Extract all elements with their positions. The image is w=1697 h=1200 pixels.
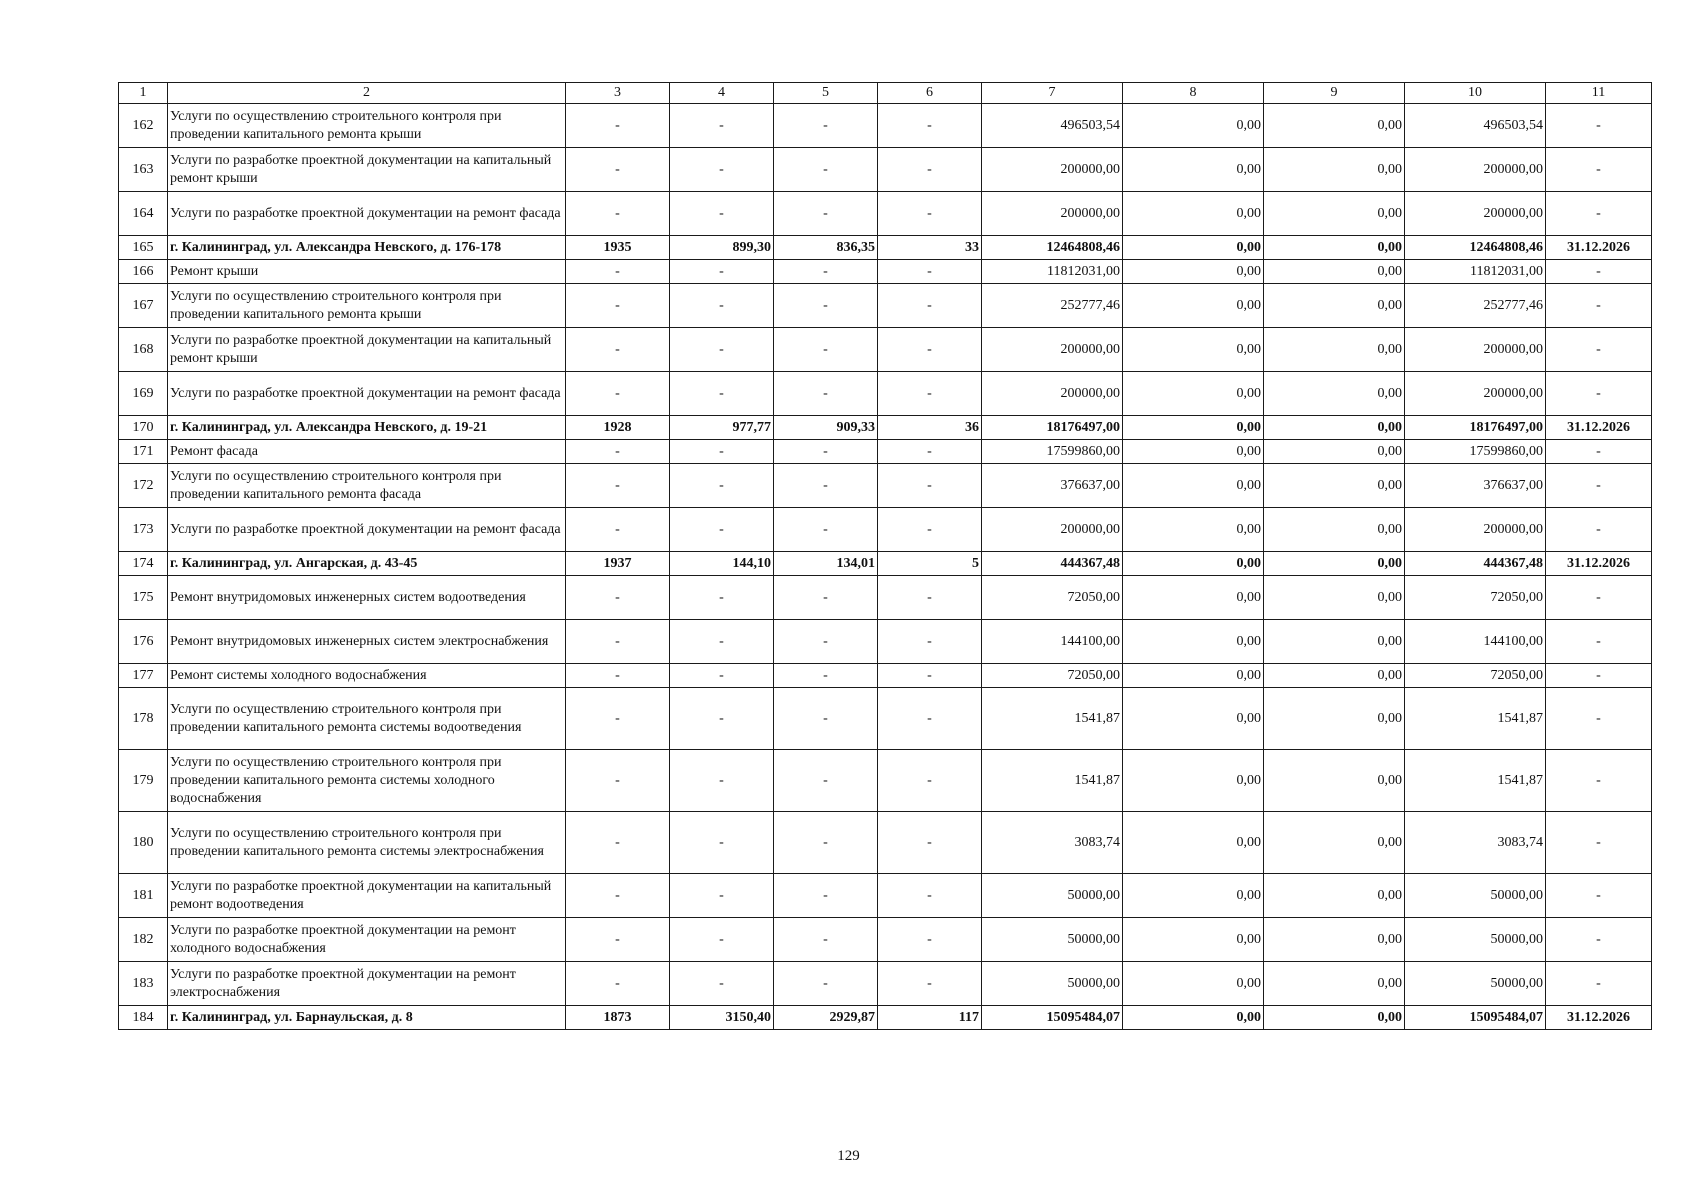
cell-col-11: -	[1546, 508, 1652, 552]
row-number-cell: 183	[119, 962, 168, 1006]
cell-col-11: -	[1546, 284, 1652, 328]
cell-col-6: -	[878, 260, 982, 284]
column-number-header	[119, 83, 1652, 104]
cell-col-11: 31.12.2026	[1546, 236, 1652, 260]
cell-col-5: -	[774, 372, 878, 416]
cell-col-9: 0,00	[1264, 1006, 1405, 1030]
cell-col-4: -	[670, 918, 774, 962]
cell-col-7: 376637,00	[982, 464, 1123, 508]
row-number-cell: 164	[119, 192, 168, 236]
work-item-row	[119, 664, 1652, 688]
cell-col-10: 18176497,00	[1405, 416, 1546, 440]
row-number-cell: 175	[119, 576, 168, 620]
cell-col-10: 1541,87	[1405, 750, 1546, 812]
work-name-cell: Услуги по разработке проектной документации на капитальный ремонт крыши	[168, 148, 566, 192]
work-name-cell: Услуги по разработке проектной документации на капитальный ремонт крыши	[168, 328, 566, 372]
cell-col-3: -	[566, 874, 670, 918]
cell-col-10: 50000,00	[1405, 918, 1546, 962]
row-number-cell: 178	[119, 688, 168, 750]
cell-col-7: 496503,54	[982, 104, 1123, 148]
cell-col-5: -	[774, 688, 878, 750]
cell-col-11: -	[1546, 576, 1652, 620]
cell-col-9: 0,00	[1264, 416, 1405, 440]
cell-col-5: 909,33	[774, 416, 878, 440]
row-number-cell: 181	[119, 874, 168, 918]
work-item-row	[119, 508, 1652, 552]
cell-col-7: 200000,00	[982, 328, 1123, 372]
cell-col-4: -	[670, 284, 774, 328]
cell-col-8: 0,00	[1123, 440, 1264, 464]
cell-col-10: 200000,00	[1405, 148, 1546, 192]
cell-col-6: -	[878, 812, 982, 874]
cell-col-11: -	[1546, 328, 1652, 372]
cell-col-8: 0,00	[1123, 104, 1264, 148]
cell-col-6: -	[878, 104, 982, 148]
work-name-cell: Услуги по осуществлению строительного контроля при проведении капитального ремонта системы холодного водоснабжения	[168, 750, 566, 812]
cell-col-8: 0,00	[1123, 192, 1264, 236]
cell-col-3: -	[566, 688, 670, 750]
cell-col-7: 50000,00	[982, 918, 1123, 962]
work-name-cell: Ремонт системы холодного водоснабжения	[168, 664, 566, 688]
cell-col-3: 1937	[566, 552, 670, 576]
work-name-cell: Услуги по осуществлению строительного контроля при проведении капитального ремонта крыши	[168, 104, 566, 148]
cell-col-5: -	[774, 620, 878, 664]
work-item-row	[119, 464, 1652, 508]
cell-col-11: -	[1546, 464, 1652, 508]
cell-col-11: -	[1546, 440, 1652, 464]
cell-col-5: -	[774, 874, 878, 918]
cell-col-5: -	[774, 812, 878, 874]
cell-col-9: 0,00	[1264, 918, 1405, 962]
cell-col-7: 144100,00	[982, 620, 1123, 664]
cell-col-5: -	[774, 192, 878, 236]
cell-col-9: 0,00	[1264, 328, 1405, 372]
work-name-cell: г. Калининград, ул. Ангарская, д. 43-45	[168, 552, 566, 576]
cell-col-6: -	[878, 192, 982, 236]
work-item-row	[119, 260, 1652, 284]
cell-col-6: -	[878, 874, 982, 918]
work-item-row	[119, 372, 1652, 416]
cell-col-6: -	[878, 688, 982, 750]
work-name-cell: Услуги по разработке проектной документации на ремонт фасада	[168, 192, 566, 236]
cell-col-3: -	[566, 620, 670, 664]
cell-col-9: 0,00	[1264, 236, 1405, 260]
cell-col-4: -	[670, 874, 774, 918]
cell-col-6: -	[878, 620, 982, 664]
row-number-cell: 179	[119, 750, 168, 812]
cell-col-4: -	[670, 260, 774, 284]
cell-col-9: 0,00	[1264, 750, 1405, 812]
cell-col-6: 5	[878, 552, 982, 576]
cell-col-5: 134,01	[774, 552, 878, 576]
work-item-row	[119, 620, 1652, 664]
cell-col-3: -	[566, 508, 670, 552]
cell-col-3: -	[566, 372, 670, 416]
cell-col-5: -	[774, 440, 878, 464]
cell-col-10: 72050,00	[1405, 576, 1546, 620]
cell-col-7: 200000,00	[982, 148, 1123, 192]
cell-col-7: 444367,48	[982, 552, 1123, 576]
cell-col-4: -	[670, 328, 774, 372]
cell-col-9: 0,00	[1264, 664, 1405, 688]
cell-col-11: -	[1546, 372, 1652, 416]
cell-col-10: 17599860,00	[1405, 440, 1546, 464]
cell-col-10: 15095484,07	[1405, 1006, 1546, 1030]
cell-col-10: 376637,00	[1405, 464, 1546, 508]
cell-col-9: 0,00	[1264, 464, 1405, 508]
cell-col-3: -	[566, 328, 670, 372]
cell-col-9: 0,00	[1264, 192, 1405, 236]
cell-col-5: -	[774, 508, 878, 552]
work-item-row	[119, 192, 1652, 236]
row-number-cell: 171	[119, 440, 168, 464]
cell-col-11: 31.12.2026	[1546, 416, 1652, 440]
cell-col-3: -	[566, 812, 670, 874]
cell-col-4: -	[670, 664, 774, 688]
cell-col-7: 200000,00	[982, 372, 1123, 416]
row-number-cell: 170	[119, 416, 168, 440]
cell-col-6: -	[878, 148, 982, 192]
page-number: 129	[837, 1148, 860, 1164]
work-name-cell: Ремонт крыши	[168, 260, 566, 284]
cell-col-3: -	[566, 104, 670, 148]
work-item-row	[119, 688, 1652, 750]
work-item-row	[119, 104, 1652, 148]
cell-col-9: 0,00	[1264, 260, 1405, 284]
repair-program-table	[118, 82, 1652, 1030]
row-number-cell: 169	[119, 372, 168, 416]
cell-col-6: -	[878, 664, 982, 688]
cell-col-8: 0,00	[1123, 236, 1264, 260]
cell-col-10: 496503,54	[1405, 104, 1546, 148]
cell-col-3: -	[566, 962, 670, 1006]
address-row	[119, 416, 1652, 440]
cell-col-7: 11812031,00	[982, 260, 1123, 284]
row-number-cell: 166	[119, 260, 168, 284]
cell-col-4: -	[670, 962, 774, 1006]
cell-col-9: 0,00	[1264, 508, 1405, 552]
cell-col-9: 0,00	[1264, 372, 1405, 416]
cell-col-7: 17599860,00	[982, 440, 1123, 464]
cell-col-5: -	[774, 260, 878, 284]
document-sheet	[118, 82, 1652, 1030]
cell-col-8: 0,00	[1123, 812, 1264, 874]
work-name-cell: Ремонт фасада	[168, 440, 566, 464]
cell-col-8: 0,00	[1123, 372, 1264, 416]
cell-col-11: -	[1546, 192, 1652, 236]
cell-col-4: -	[670, 750, 774, 812]
cell-col-3: -	[566, 148, 670, 192]
header-cell: 5	[774, 83, 878, 104]
work-name-cell: г. Калининград, ул. Александра Невского, д. 19-21	[168, 416, 566, 440]
cell-col-4: -	[670, 440, 774, 464]
cell-col-8: 0,00	[1123, 918, 1264, 962]
cell-col-8: 0,00	[1123, 464, 1264, 508]
header-cell: 2	[168, 83, 566, 104]
cell-col-6: -	[878, 464, 982, 508]
cell-col-11: -	[1546, 962, 1652, 1006]
work-name-cell: Ремонт внутридомовых инженерных систем водоотведения	[168, 576, 566, 620]
work-item-row	[119, 440, 1652, 464]
cell-col-9: 0,00	[1264, 552, 1405, 576]
cell-col-8: 0,00	[1123, 962, 1264, 1006]
cell-col-8: 0,00	[1123, 620, 1264, 664]
cell-col-3: 1873	[566, 1006, 670, 1030]
cell-col-7: 252777,46	[982, 284, 1123, 328]
cell-col-7: 1541,87	[982, 750, 1123, 812]
work-item-row	[119, 750, 1652, 812]
cell-col-4: -	[670, 576, 774, 620]
cell-col-9: 0,00	[1264, 440, 1405, 464]
cell-col-3: -	[566, 664, 670, 688]
work-name-cell: Услуги по осуществлению строительного контроля при проведении капитального ремонта крыши	[168, 284, 566, 328]
cell-col-6: -	[878, 918, 982, 962]
row-number-cell: 172	[119, 464, 168, 508]
cell-col-10: 72050,00	[1405, 664, 1546, 688]
cell-col-8: 0,00	[1123, 688, 1264, 750]
cell-col-11: -	[1546, 688, 1652, 750]
cell-col-9: 0,00	[1264, 284, 1405, 328]
cell-col-4: 3150,40	[670, 1006, 774, 1030]
cell-col-3: -	[566, 192, 670, 236]
cell-col-4: 899,30	[670, 236, 774, 260]
cell-col-3: -	[566, 918, 670, 962]
row-number-cell: 180	[119, 812, 168, 874]
cell-col-6: 117	[878, 1006, 982, 1030]
row-number-cell: 163	[119, 148, 168, 192]
cell-col-5: 836,35	[774, 236, 878, 260]
cell-col-11: -	[1546, 148, 1652, 192]
cell-col-10: 1541,87	[1405, 688, 1546, 750]
cell-col-8: 0,00	[1123, 148, 1264, 192]
cell-col-4: -	[670, 620, 774, 664]
work-name-cell: Услуги по разработке проектной документации на ремонт электроснабжения	[168, 962, 566, 1006]
row-number-cell: 168	[119, 328, 168, 372]
cell-col-7: 200000,00	[982, 508, 1123, 552]
cell-col-11: 31.12.2026	[1546, 1006, 1652, 1030]
cell-col-7: 200000,00	[982, 192, 1123, 236]
header-cell: 1	[119, 83, 168, 104]
cell-col-10: 200000,00	[1405, 328, 1546, 372]
cell-col-9: 0,00	[1264, 874, 1405, 918]
work-name-cell: Ремонт внутридомовых инженерных систем электроснабжения	[168, 620, 566, 664]
work-item-row	[119, 148, 1652, 192]
cell-col-7: 3083,74	[982, 812, 1123, 874]
cell-col-5: -	[774, 464, 878, 508]
row-number-cell: 176	[119, 620, 168, 664]
cell-col-7: 72050,00	[982, 664, 1123, 688]
work-item-row	[119, 874, 1652, 918]
row-number-cell: 167	[119, 284, 168, 328]
cell-col-6: -	[878, 508, 982, 552]
cell-col-8: 0,00	[1123, 576, 1264, 620]
cell-col-10: 12464808,46	[1405, 236, 1546, 260]
cell-col-5: 2929,87	[774, 1006, 878, 1030]
cell-col-3: 1928	[566, 416, 670, 440]
row-number-cell: 177	[119, 664, 168, 688]
cell-col-11: -	[1546, 620, 1652, 664]
cell-col-6: -	[878, 750, 982, 812]
work-item-row	[119, 812, 1652, 874]
cell-col-5: -	[774, 918, 878, 962]
cell-col-5: -	[774, 576, 878, 620]
header-cell: 7	[982, 83, 1123, 104]
work-item-row	[119, 284, 1652, 328]
cell-col-3: -	[566, 576, 670, 620]
cell-col-10: 200000,00	[1405, 192, 1546, 236]
cell-col-4: -	[670, 508, 774, 552]
cell-col-6: -	[878, 284, 982, 328]
cell-col-11: -	[1546, 874, 1652, 918]
cell-col-8: 0,00	[1123, 284, 1264, 328]
cell-col-10: 3083,74	[1405, 812, 1546, 874]
cell-col-5: -	[774, 328, 878, 372]
header-cell: 9	[1264, 83, 1405, 104]
work-name-cell: Услуги по осуществлению строительного контроля при проведении капитального ремонта системы водоотведения	[168, 688, 566, 750]
cell-col-5: -	[774, 750, 878, 812]
cell-col-8: 0,00	[1123, 664, 1264, 688]
cell-col-7: 15095484,07	[982, 1006, 1123, 1030]
cell-col-5: -	[774, 284, 878, 328]
work-item-row	[119, 918, 1652, 962]
cell-col-8: 0,00	[1123, 416, 1264, 440]
row-number-cell: 184	[119, 1006, 168, 1030]
cell-col-6: -	[878, 328, 982, 372]
cell-col-8: 0,00	[1123, 508, 1264, 552]
cell-col-8: 0,00	[1123, 328, 1264, 372]
row-number-cell: 182	[119, 918, 168, 962]
work-item-row	[119, 328, 1652, 372]
cell-col-3: -	[566, 440, 670, 464]
cell-col-8: 0,00	[1123, 874, 1264, 918]
cell-col-8: 0,00	[1123, 260, 1264, 284]
cell-col-7: 50000,00	[982, 962, 1123, 1006]
cell-col-6: -	[878, 372, 982, 416]
cell-col-3: -	[566, 750, 670, 812]
row-number-cell: 174	[119, 552, 168, 576]
cell-col-9: 0,00	[1264, 688, 1405, 750]
work-name-cell: г. Калининград, ул. Александра Невского, д. 176-178	[168, 236, 566, 260]
cell-col-4: -	[670, 104, 774, 148]
cell-col-5: -	[774, 962, 878, 1006]
cell-col-4: -	[670, 192, 774, 236]
cell-col-5: -	[774, 664, 878, 688]
address-row	[119, 1006, 1652, 1030]
cell-col-11: -	[1546, 260, 1652, 284]
cell-col-4: 977,77	[670, 416, 774, 440]
cell-col-4: -	[670, 812, 774, 874]
cell-col-9: 0,00	[1264, 104, 1405, 148]
cell-col-11: -	[1546, 750, 1652, 812]
cell-col-9: 0,00	[1264, 962, 1405, 1006]
header-cell: 4	[670, 83, 774, 104]
cell-col-9: 0,00	[1264, 148, 1405, 192]
cell-col-6: 33	[878, 236, 982, 260]
header-cell: 11	[1546, 83, 1652, 104]
cell-col-4: 144,10	[670, 552, 774, 576]
cell-col-8: 0,00	[1123, 1006, 1264, 1030]
cell-col-5: -	[774, 148, 878, 192]
cell-col-3: -	[566, 260, 670, 284]
cell-col-10: 50000,00	[1405, 874, 1546, 918]
work-name-cell: г. Калининград, ул. Барнаульская, д. 8	[168, 1006, 566, 1030]
cell-col-7: 12464808,46	[982, 236, 1123, 260]
cell-col-8: 0,00	[1123, 552, 1264, 576]
cell-col-10: 200000,00	[1405, 508, 1546, 552]
header-cell: 8	[1123, 83, 1264, 104]
cell-col-11: -	[1546, 664, 1652, 688]
cell-col-10: 200000,00	[1405, 372, 1546, 416]
work-name-cell: Услуги по осуществлению строительного контроля при проведении капитального ремонта фасада	[168, 464, 566, 508]
work-name-cell: Услуги по разработке проектной документации на капитальный ремонт водоотведения	[168, 874, 566, 918]
cell-col-6: -	[878, 576, 982, 620]
cell-col-6: -	[878, 962, 982, 1006]
cell-col-4: -	[670, 688, 774, 750]
header-cell: 3	[566, 83, 670, 104]
cell-col-10: 252777,46	[1405, 284, 1546, 328]
cell-col-4: -	[670, 372, 774, 416]
cell-col-6: -	[878, 440, 982, 464]
cell-col-4: -	[670, 464, 774, 508]
cell-col-3: 1935	[566, 236, 670, 260]
work-item-row	[119, 576, 1652, 620]
cell-col-11: -	[1546, 812, 1652, 874]
work-item-row	[119, 962, 1652, 1006]
row-number-cell: 165	[119, 236, 168, 260]
cell-col-9: 0,00	[1264, 812, 1405, 874]
cell-col-9: 0,00	[1264, 620, 1405, 664]
cell-col-11: 31.12.2026	[1546, 552, 1652, 576]
table-body	[119, 83, 1652, 1030]
cell-col-8: 0,00	[1123, 750, 1264, 812]
cell-col-7: 18176497,00	[982, 416, 1123, 440]
cell-col-11: -	[1546, 918, 1652, 962]
cell-col-3: -	[566, 284, 670, 328]
cell-col-7: 50000,00	[982, 874, 1123, 918]
cell-col-5: -	[774, 104, 878, 148]
cell-col-7: 72050,00	[982, 576, 1123, 620]
address-row	[119, 552, 1652, 576]
cell-col-10: 11812031,00	[1405, 260, 1546, 284]
header-cell: 6	[878, 83, 982, 104]
cell-col-9: 0,00	[1264, 576, 1405, 620]
work-name-cell: Услуги по осуществлению строительного контроля при проведении капитального ремонта системы электроснабжения	[168, 812, 566, 874]
cell-col-11: -	[1546, 104, 1652, 148]
cell-col-3: -	[566, 464, 670, 508]
cell-col-4: -	[670, 148, 774, 192]
row-number-cell: 162	[119, 104, 168, 148]
cell-col-10: 144100,00	[1405, 620, 1546, 664]
work-name-cell: Услуги по разработке проектной документации на ремонт холодного водоснабжения	[168, 918, 566, 962]
cell-col-10: 50000,00	[1405, 962, 1546, 1006]
cell-col-10: 444367,48	[1405, 552, 1546, 576]
work-name-cell: Услуги по разработке проектной документации на ремонт фасада	[168, 508, 566, 552]
row-number-cell: 173	[119, 508, 168, 552]
header-cell: 10	[1405, 83, 1546, 104]
address-row	[119, 236, 1652, 260]
cell-col-7: 1541,87	[982, 688, 1123, 750]
work-name-cell: Услуги по разработке проектной документации на ремонт фасада	[168, 372, 566, 416]
cell-col-6: 36	[878, 416, 982, 440]
